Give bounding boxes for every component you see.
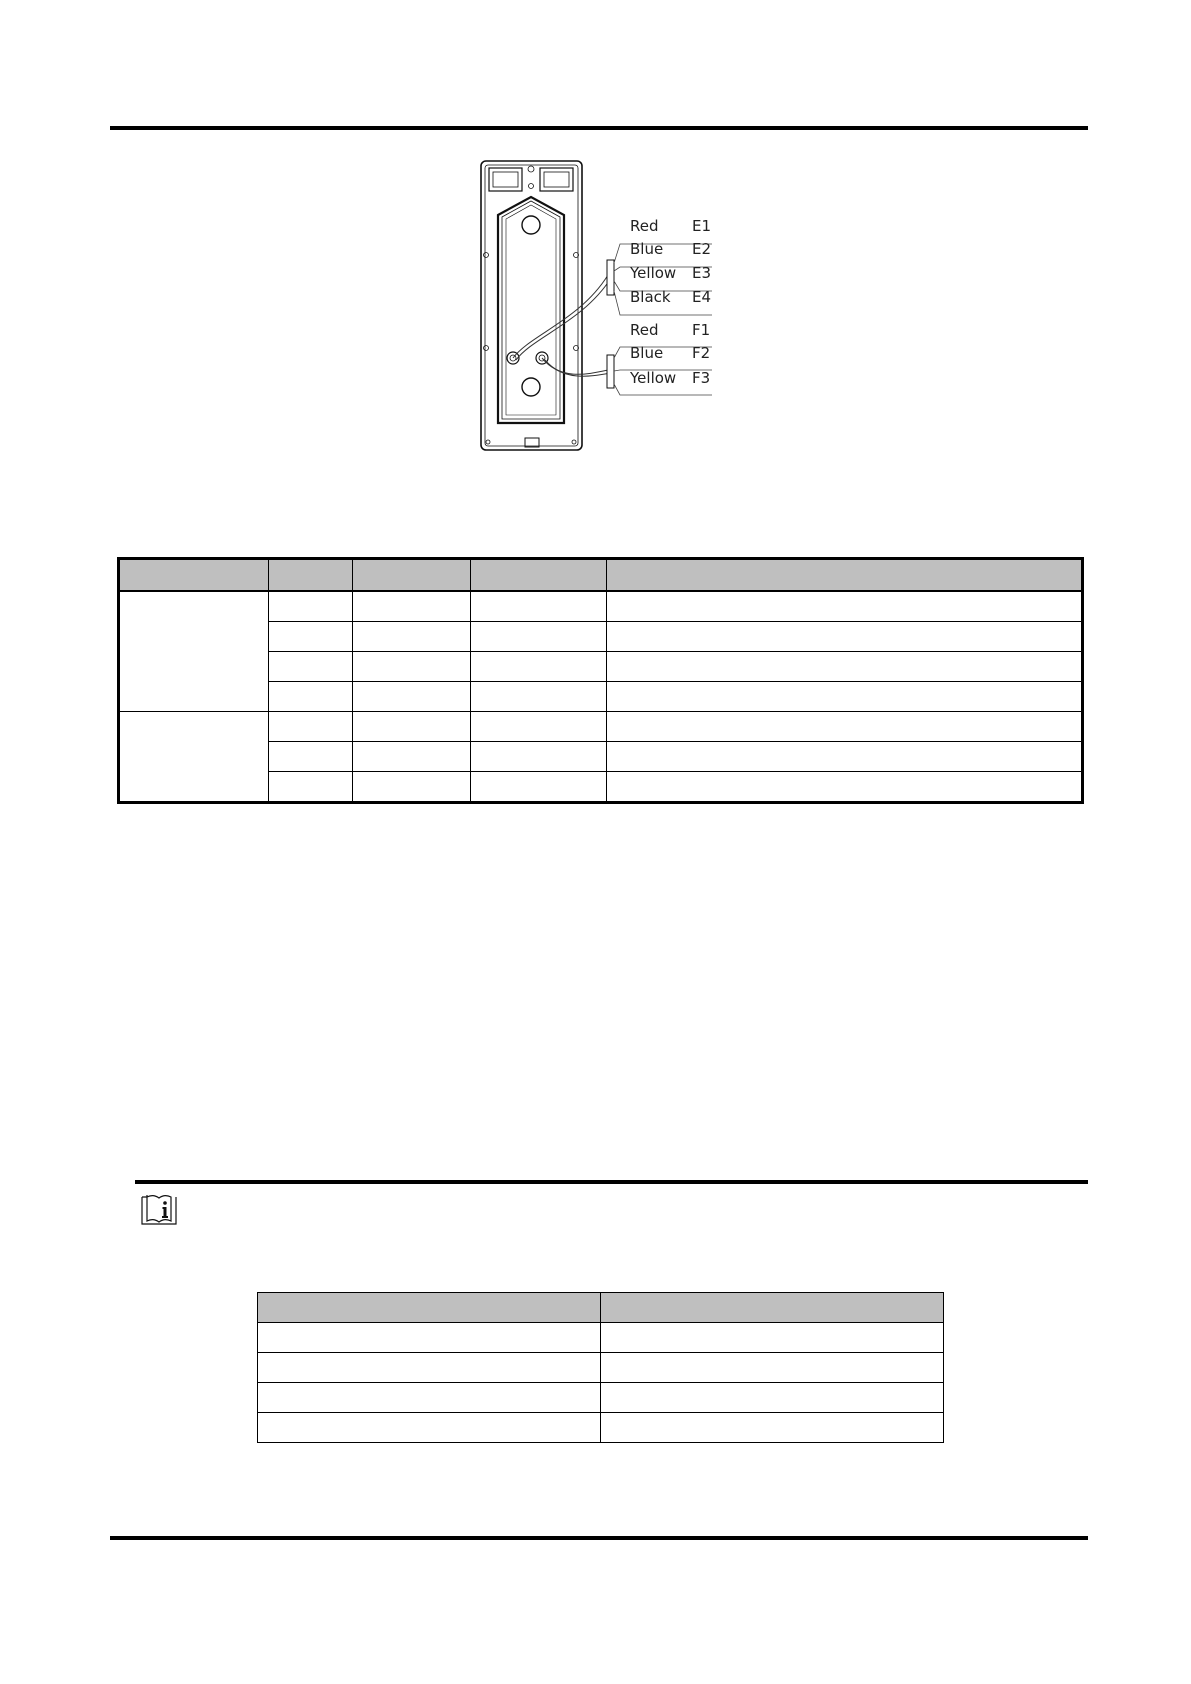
table-cell — [353, 772, 471, 803]
table-cell — [607, 712, 1083, 742]
table-cell — [607, 742, 1083, 772]
wire-color-label: Red — [630, 217, 659, 235]
table-cell — [471, 712, 607, 742]
table-header-cell — [607, 559, 1083, 592]
table-cell — [353, 682, 471, 712]
table-header-cell — [269, 559, 353, 592]
wire-id-label: E4 — [692, 288, 712, 306]
table-cell — [269, 652, 353, 682]
table-cell — [269, 622, 353, 652]
table-cell — [607, 652, 1083, 682]
table-row — [258, 1323, 944, 1353]
table-cell — [258, 1413, 601, 1443]
device-rear-panel-drawing — [470, 155, 740, 455]
table-cell — [601, 1323, 944, 1353]
table-header-cell — [258, 1293, 601, 1323]
group-cell — [119, 591, 269, 712]
wire-id-label: E3 — [692, 264, 712, 282]
table-cell — [471, 742, 607, 772]
table-header-cell — [353, 559, 471, 592]
footer-rule — [110, 1536, 1088, 1540]
table-cell — [601, 1413, 944, 1443]
table-header-row — [119, 559, 1083, 592]
table-cell — [258, 1353, 601, 1383]
table-cell — [471, 682, 607, 712]
table-cell — [471, 591, 607, 622]
wire-id-label: E2 — [692, 240, 712, 258]
table-cell — [601, 1353, 944, 1383]
wire-color-label: Blue — [630, 344, 664, 362]
table-row — [258, 1353, 944, 1383]
table-cell — [353, 591, 471, 622]
table-cell — [269, 742, 353, 772]
table-row — [258, 1413, 944, 1443]
table-header-cell — [119, 559, 269, 592]
table-cell — [607, 682, 1083, 712]
wire-id-label: F2 — [692, 344, 711, 362]
wire-id-label: E1 — [692, 217, 712, 235]
table-cell — [353, 652, 471, 682]
note-rule — [135, 1180, 1088, 1184]
wire-color-label: Yellow — [630, 264, 677, 282]
wire-color-label: Yellow — [630, 369, 677, 387]
wire-color-label: Red — [630, 321, 659, 339]
group-cell — [119, 712, 269, 803]
table-cell — [269, 712, 353, 742]
table-cell — [471, 772, 607, 803]
info-book-icon — [139, 1194, 179, 1231]
table-row — [119, 591, 1083, 622]
table-row — [119, 712, 1083, 742]
table-header-row — [258, 1293, 944, 1323]
table-cell — [269, 591, 353, 622]
table-cell — [353, 742, 471, 772]
table-cell — [607, 591, 1083, 622]
table-cell — [353, 712, 471, 742]
spec-table — [257, 1292, 944, 1443]
table-cell — [258, 1383, 601, 1413]
table-cell — [258, 1323, 601, 1353]
header-rule — [110, 126, 1088, 130]
wire-id-label: F1 — [692, 321, 711, 339]
table-cell — [471, 622, 607, 652]
table-cell — [601, 1383, 944, 1413]
wire-color-label: Blue — [630, 240, 664, 258]
table-cell — [607, 772, 1083, 803]
wiring-diagram — [470, 155, 740, 455]
wire-color-label: Black — [630, 288, 671, 306]
table-cell — [269, 772, 353, 803]
table-cell — [607, 622, 1083, 652]
table-header-cell — [471, 559, 607, 592]
wire-id-label: F3 — [692, 369, 711, 387]
table-cell — [269, 682, 353, 712]
table-cell — [471, 652, 607, 682]
wiring-table — [117, 557, 1084, 804]
table-header-cell — [601, 1293, 944, 1323]
table-cell — [353, 622, 471, 652]
table-row — [258, 1383, 944, 1413]
